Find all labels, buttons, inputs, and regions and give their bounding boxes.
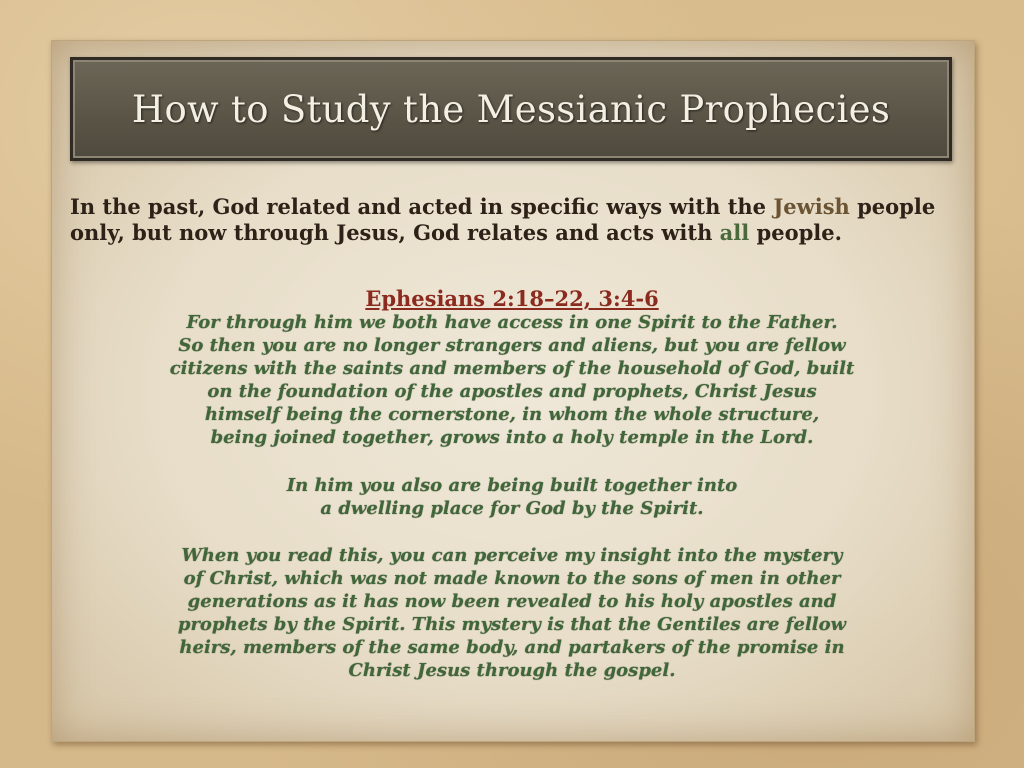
passage-line: heirs, members of the same body, and partakers of the promise in (179, 637, 845, 658)
passage-line: In him you also are being built together into (286, 475, 738, 496)
passage-line: For through him we both have access in one Spirit to the Father. (186, 312, 838, 333)
intro-text-middle: people only, but now through Jesus, God relates and acts with (70, 194, 936, 245)
intro-text-after: people. (749, 220, 842, 245)
passage-line: himself being the cornerstone, in whom the whole structure, (204, 404, 820, 425)
passage-line: of Christ, which was not made known to the sons of men in other (183, 568, 841, 589)
intro-text-before: In the past, God related and acted in specific ways with the (70, 194, 774, 219)
title-box (70, 57, 952, 161)
passage-line: a dwelling place for God by the Spirit. (320, 498, 704, 519)
intro-paragraph (70, 194, 970, 246)
intro-highlight-jewish: Jewish (773, 194, 850, 219)
passage-line: So then you are no longer strangers and aliens, but you are fellow (178, 335, 846, 356)
passage-line: When you read this, you can perceive my insight into the mystery (181, 545, 843, 566)
passage-line: prophets by the Spirit. This mystery is that the Gentiles are fellow (177, 614, 847, 635)
scripture-passage-2 (51, 474, 973, 520)
passage-line: generations as it has now been revealed to his holy apostles and (187, 591, 837, 612)
passage-line: Christ Jesus through the gospel. (348, 660, 676, 681)
scripture-reference: Ephesians 2:18–22, 3:4-6 (365, 286, 659, 311)
scripture-passage-1 (51, 311, 973, 449)
slide-title: How to Study the Messianic Prophecies (131, 87, 891, 131)
passage-line: being joined together, grows into a holy temple in the Lord. (210, 427, 814, 448)
slide (51, 40, 973, 740)
scripture-passage-3 (51, 544, 973, 682)
intro-highlight-all: all (719, 220, 750, 245)
passage-line: on the foundation of the apostles and prophets, Christ Jesus (207, 381, 817, 402)
passage-line: citizens with the saints and members of the household of God, built (169, 358, 855, 379)
